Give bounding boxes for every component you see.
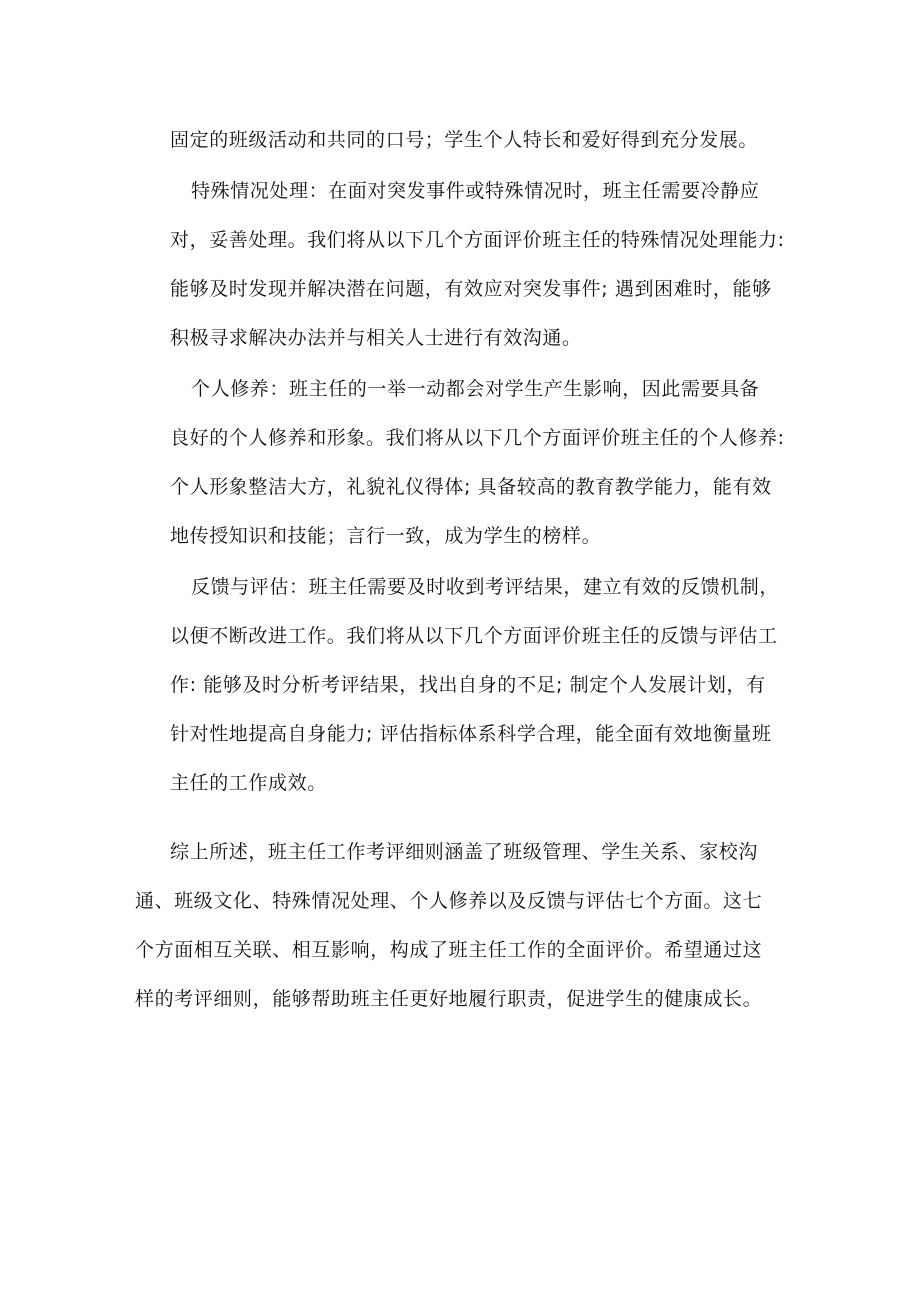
text-line: 反馈与评估：班主任需要及时收到考评结果，建立有效的反馈机制，	[191, 576, 780, 598]
text-line: 针对性地提高自身能力; 评估指标体系科学合理，能全面有效地衡量班	[170, 723, 772, 745]
text-line: 以便不断改进工作。我们将从以下几个方面评价班主任的反馈与评估工	[170, 625, 778, 647]
text-line: 良好的个人修养和形象。我们将从以下几个方面评价班主任的个人修养:	[170, 427, 785, 449]
text-line: 个人修养：班主任的一举一动都会对学生产生影响，因此需要具备	[191, 378, 760, 400]
text-line: 积极寻求解决办法并与相关人士进行有效沟通。	[170, 327, 582, 349]
text-line: 对，妥善处理。我们将从以下几个方面评价班主任的特殊情况处理能力:	[170, 229, 785, 251]
text-line: 综上所述，班主任工作考评细则涵盖了班级管理、学生关系、家校沟	[170, 841, 759, 863]
text-line: 固定的班级活动和共同的口号；学生个人特长和爱好得到充分发展。	[170, 129, 759, 151]
text-line: 能够及时发现并解决潜在问题，有效应对突发事件; 遇到困难时，能够	[170, 278, 772, 300]
text-line: 作: 能够及时分析考评结果，找出自身的不足; 制定个人发展计划，有	[170, 674, 766, 696]
text-line: 个方面相互关联、相互影响，构成了班主任工作的全面评价。希望通过这	[135, 939, 763, 961]
text-line: 通、班级文化、特殊情况处理、个人修养以及反馈与评估七个方面。这七	[135, 890, 763, 912]
text-line: 特殊情况处理：在面对突发事件或特殊情况时，班主任需要冷静应	[191, 180, 760, 202]
text-line: 样的考评细则，能够帮助班主任更好地履行职责，促进学生的健康成长。	[135, 988, 763, 1010]
text-line: 主任的工作成效。	[170, 772, 327, 794]
text-line: 地传授知识和技能；言行一致，成为学生的榜样。	[170, 525, 602, 547]
text-line: 个人形象整洁大方，礼貌礼仪得体; 具备较高的教育教学能力，能有效	[170, 476, 772, 498]
